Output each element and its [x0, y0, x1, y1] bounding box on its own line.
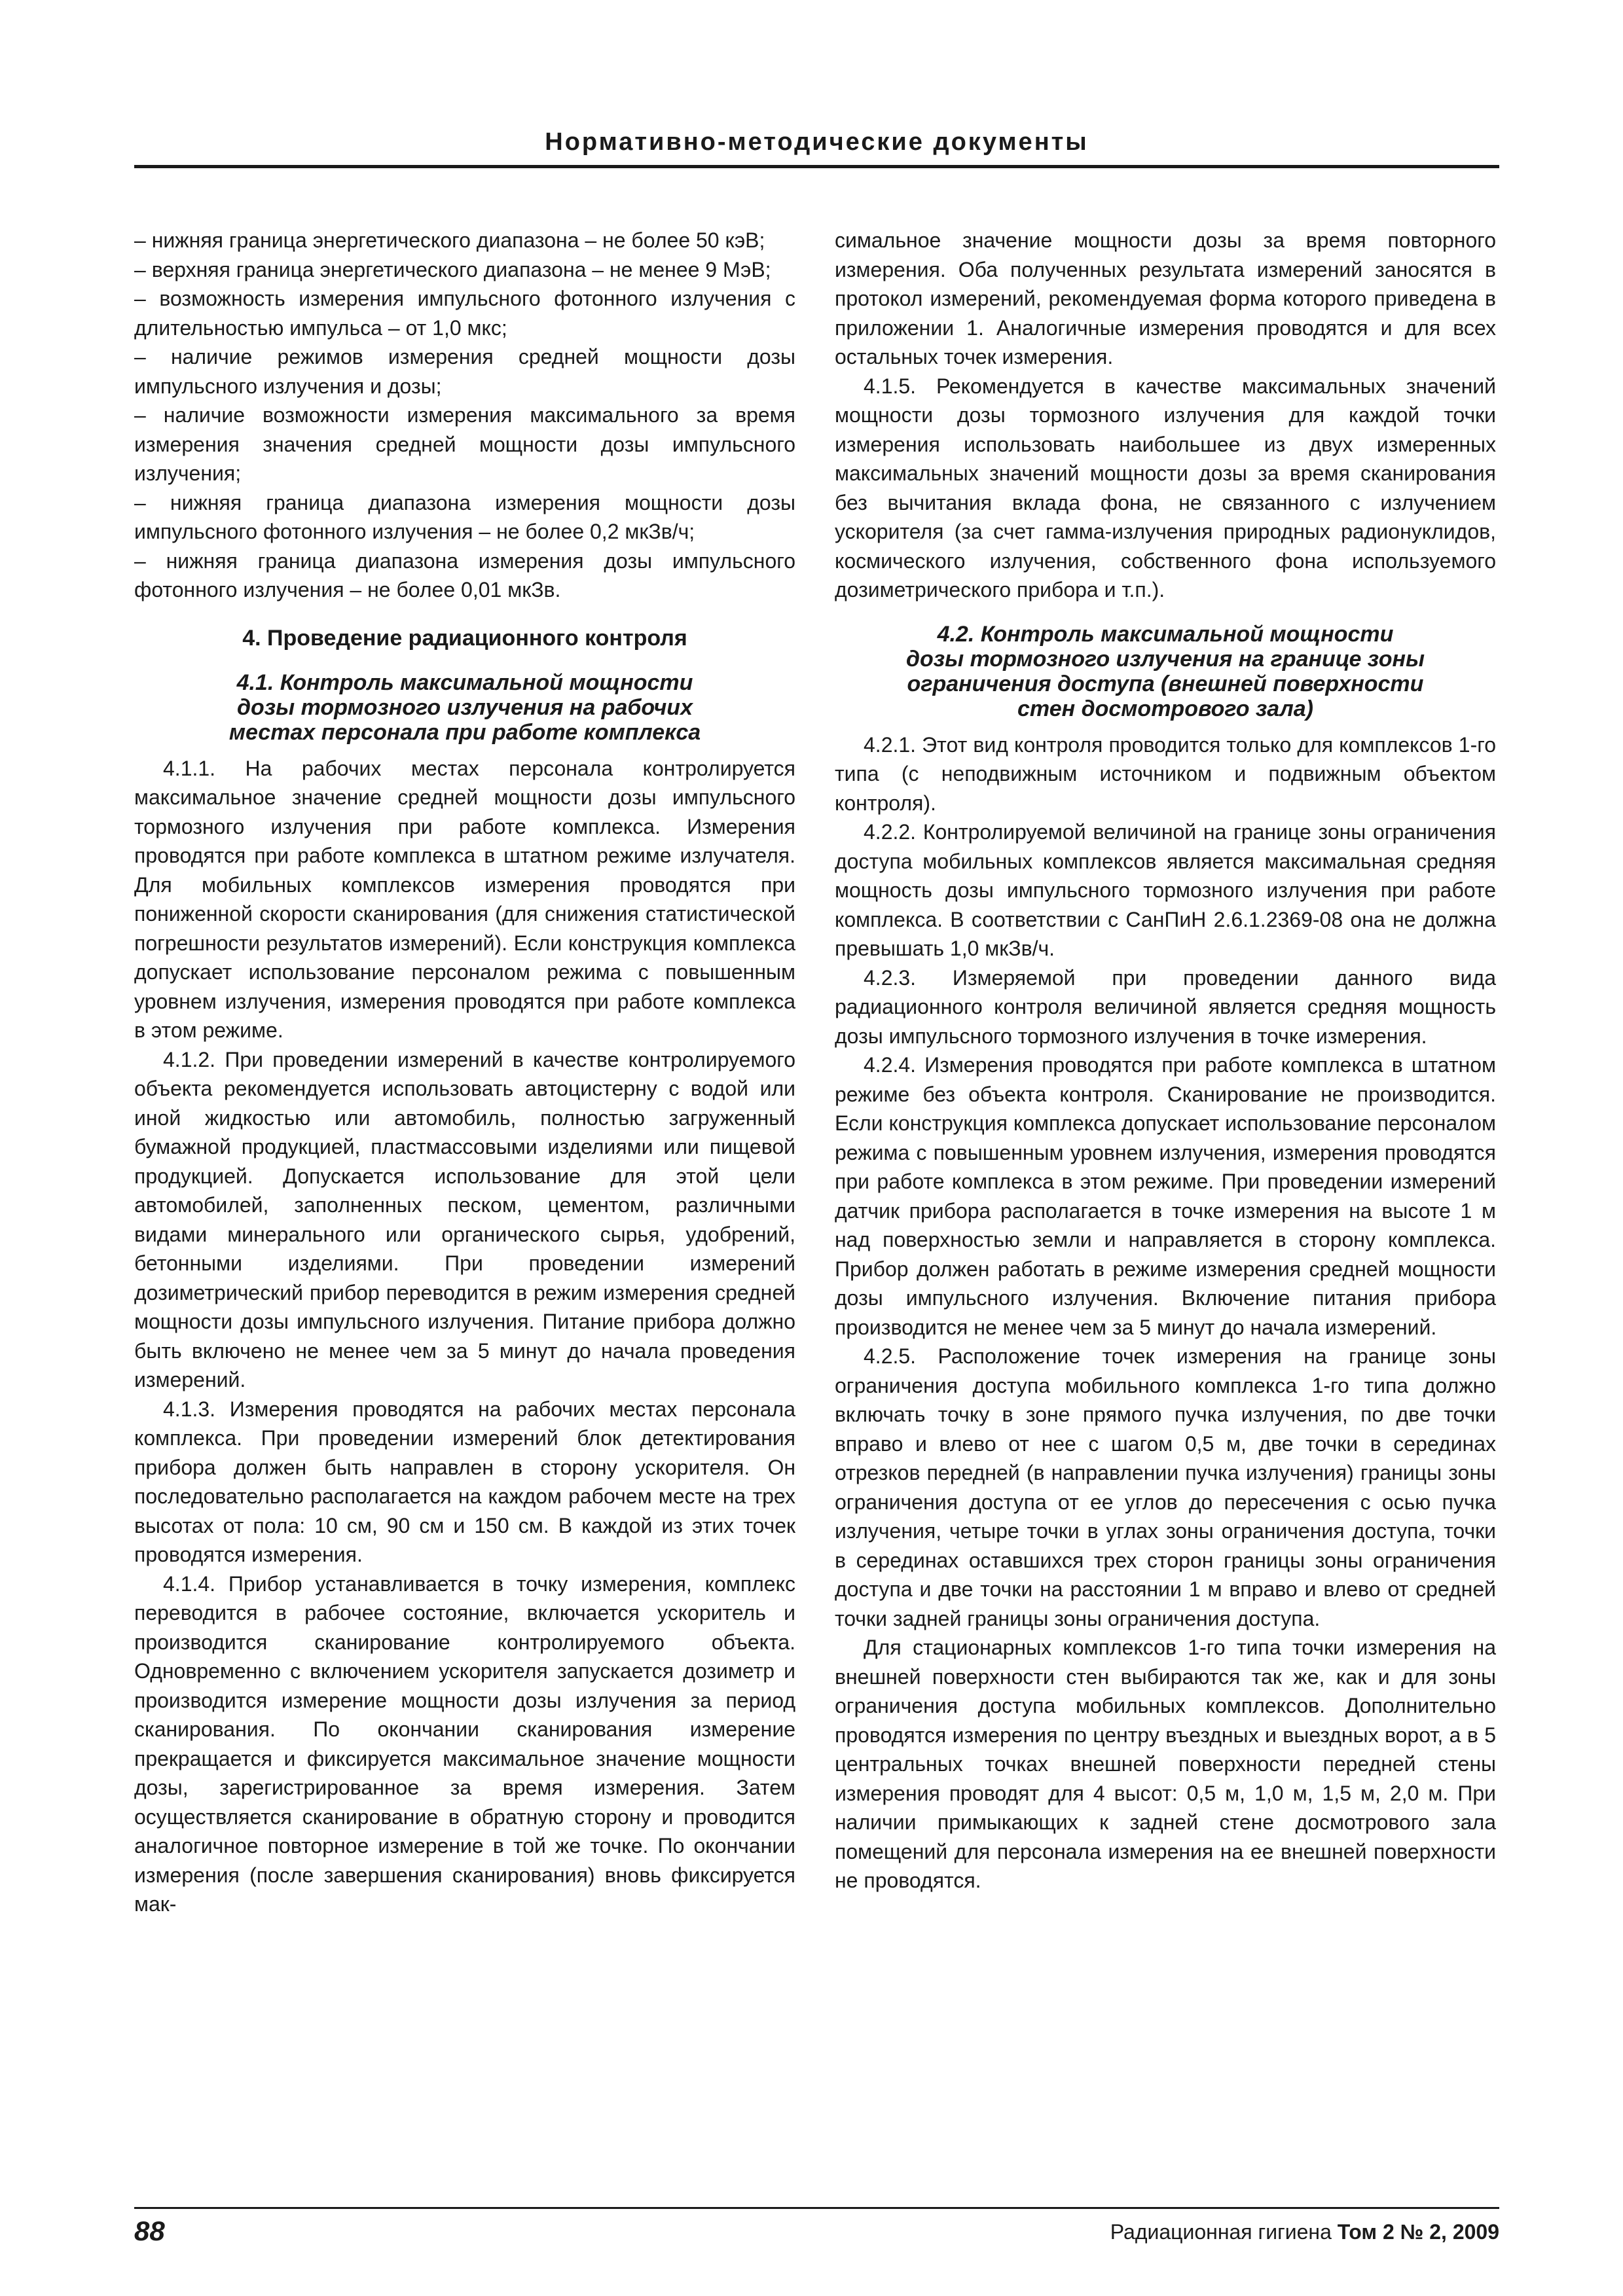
list-item: – возможность измерения импульсного фотонного излучения с длительностью импульса – от 1,0 мкс; — [134, 287, 795, 340]
header-rule — [134, 165, 1499, 168]
subsection-title-line: дозы тормозного излучения на границе зоны — [905, 646, 1425, 672]
list-item: – нижняя граница энергетического диапазона – не более 50 кэВ; — [134, 228, 765, 252]
paragraph: 4.1.4. Прибор устанавливается в точку измерения, комплекс переводится в рабочее состояние, включается ускоритель и производится сканирование контролируемого объекта. Одновременно с включением ускорителя запускается дозиметр и производится измерение мощности дозы излучения за период сканирования. По окончании сканирования измерение прекращается и фиксируется максимальное значение мощности дозы, зарегистрированное за время измерения. Затем осуществляется сканирование в обратную сторону и проводится аналогичное повторное измерение в той же точке. По окончании измерения (после завершения сканирования) вновь фиксируется мак- — [134, 1571, 795, 1916]
subsection-title-line: дозы тормозного излучения на рабочих — [236, 694, 693, 720]
paragraph: Для стационарных комплексов 1-го типа точки измерения на внешней поверхности стен выбираются так же, как и для зоны ограничения доступа мобильных комплексов. Дополнительно проводятся измерения по центру въездных и выездных ворот, а в 5 центральных точках внешней поверхности передней стены измерения проводят для 4 высот: 0,5 м, 1,0 м, 1,5 м, 2,0 м. При наличии примыкающих к задней стене досмотрового зала помещений для персонала измерения на ее внешней поверхности не проводятся. — [835, 1636, 1496, 1892]
running-header: Нормативно-методические документы — [545, 128, 1089, 156]
journal-volume: Том 2 № 2, 2009 — [1337, 2220, 1499, 2244]
subsection-title-4-1 — [134, 670, 795, 745]
page-number: 88 — [134, 2215, 165, 2246]
subsection-title-line: 4.1. Контроль максимальной мощности — [236, 670, 693, 695]
section-title: 4. Проведение радиационного контроля — [242, 625, 687, 651]
list-item: – верхняя граница энергетического диапазона – не менее 9 МэВ; — [134, 257, 771, 281]
footer-rule — [134, 2207, 1499, 2209]
subsection-title-line: местах персонала при работе комплекса — [228, 719, 701, 745]
subsection-title-4-2 — [835, 622, 1496, 721]
paragraph: 4.2.3. Измеряемой при проведении данного вида радиационного контроля величиной является средняя мощность дозы импульсного тормозного излучения в точке измерения. — [835, 965, 1496, 1048]
paragraph: симальное значение мощности дозы за время повторного измерения. Оба полученных результата измерений заносятся в протокол измерений, рекомендуемая форма которого приведена в приложении 1. Аналогичные измерения проводятся и для всех остальных точек измерения. — [835, 228, 1496, 368]
journal-name: Радиационная гигиена — [1110, 2220, 1332, 2244]
paragraph: 4.1.5. Рекомендуется в качестве максимальных значений мощности дозы тормозного излучения для каждой точки измерения использовать наибольшее из двух измеренных максимальных значений мощности дозы за время сканирования без вычитания вклада фона, не связанного с излучением ускорителя (за счет гамма-излучения природных радионуклидов, космического излучения, собственного фона используемого дозиметрического прибора и т.п.). — [835, 374, 1496, 601]
paragraph: 4.2.1. Этот вид контроля проводится только для комплексов 1-го типа (с неподвижным источником и подвижным объектом контроля). — [835, 732, 1496, 815]
paragraph: 4.2.4. Измерения проводятся при работе комплекса в штатном режиме без объекта контроля. Сканирование не производится. Если конструкция комплекса допускает использование персоналом режима с повышенным уровнем излучения, измерения проводятся при работе комплекса в этом режиме. При проведении измерений датчик прибора располагается в точке измерения на высоте 1 м над поверхностью земли и направляется в сторону комплекса. Прибор должен работать в режиме измерения средней мощности дозы импульсного излучения. Включение питания прибора производится не менее чем за 5 минут до начала измерений. — [835, 1053, 1496, 1339]
list-item: – нижняя граница диапазона измерения мощности дозы импульсного фотонного излучения – не более 0,2 мкЗв/ч; — [134, 490, 795, 543]
paragraph: 4.2.5. Расположение точек измерения на границе зоны ограничения доступа мобильного комплекса 1-го типа должно включать точку в зоне прямого пучка излучения, по две точки вправо и влево от нее с шагом 0,5 м, две точки в серединах отрезков передней (в направлении пучка излучения) границы зоны ограничения доступа от ее углов до пересечения с осью пучка излучения, четыре точки в углах зоны ограничения доступа, точки в серединах оставшихся трех сторон границы зоны ограничения доступа и две точки на расстоянии 1 м вправо и влево от средней точки задней границы зоны ограничения доступа. — [835, 1344, 1496, 1630]
paragraph: 4.1.2. При проведении измерений в качестве контролируемого объекта рекомендуется использовать автоцистерну с водой или иной жидкостью или автомобиль, полностью загруженный бумажной продукцией, пластмассовыми изделиями или пищевой продукцией. Допускается использование для этой цели автомобилей, заполненных песком, цементом, различными видами минерального или органического сырья, удобрений, бетонными изделиями. При проведении измерений дозиметрический прибор переводится в режим измерения средней мощности дозы импульсного излучения. Питание прибора должно быть включено не менее чем за 5 минут до начала проведения измерений. — [134, 1047, 795, 1391]
subsection-title-line: 4.2. Контроль максимальной мощности — [937, 621, 1394, 647]
list-item: – наличие режимов измерения средней мощности дозы импульсного излучения и дозы; — [134, 345, 795, 398]
left-column — [134, 226, 795, 1919]
subsection-title-line: ограничения доступа (внешней поверхности — [907, 671, 1424, 696]
paragraph: 4.1.3. Измерения проводятся на рабочих местах персонала комплекса. При проведении измерений блок детектирования прибора должен быть направлен в сторону ускорителя. Он последовательно располагается на каждом рабочем месте на трех высотах от пола: 10 см, 90 см и 150 см. В каждой из этих точек проводятся измерения. — [134, 1397, 795, 1566]
paragraph: 4.1.1. На рабочих местах персонала контролируется максимальное значение средней мощности дозы импульсного тормозного излучения при работе комплекса. Измерения проводятся при работе комплекса в штатном режиме излучателя. Для мобильных комплексов измерения проводятся при пониженной скорости сканирования (для снижения статистической погрешности результатов измерений). Если конструкция комплекса допускает использование персоналом режима с повышенным уровнем излучения, измерения проводятся при работе комплекса в этом режиме. — [134, 756, 795, 1042]
paragraph: 4.2.2. Контролируемой величиной на границе зоны ограничения доступа мобильных комплексов является максимальная средняя мощность дозы импульсного тормозного излучения при работе комплекса. В соответствии с СанПиН 2.6.1.2369-08 она не должна превышать 1,0 мкЗв/ч. — [835, 820, 1496, 960]
subsection-title-line: стен досмотрового зала) — [1017, 696, 1313, 721]
right-column — [835, 226, 1496, 1895]
journal-citation — [1110, 2220, 1499, 2244]
list-item: – наличие возможности измерения максимального за время измерения значения средней мощности дозы импульсного излучения; — [134, 403, 795, 485]
list-item: – нижняя граница диапазона измерения дозы импульсного фотонного излучения – не более 0,01 мкЗв. — [134, 548, 795, 601]
